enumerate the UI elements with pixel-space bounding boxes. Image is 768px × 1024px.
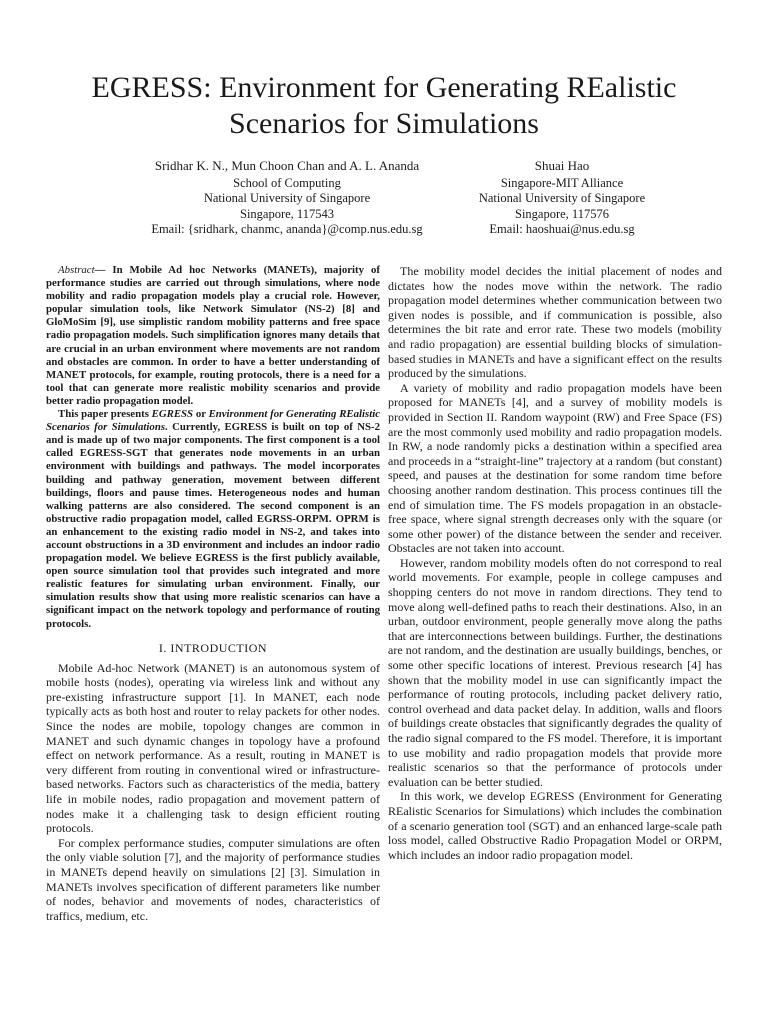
right-column <box>388 264 722 862</box>
body-paragraph: A variety of mobility and radio propagation models have been proposed for MANETs [4], and a survey of mobility models is provided in Section II. Random waypoint (RW) and Free Space (FS) are the most commonly used mobility and radio propagation models. In RW, a node randomly picks a destination within a specified area and proceeds in a “straight-line” trajectory at a random (but constant) speed, and pauses at the destination for some random time before choosing another random destination. This process continues till the end of simulation time. The FS models propagation in an obstacle-free space, where signal strength decreases only with the square (or some other power) of the distance between the sender and receiver. Obstacles are not taken into account. <box>388 380 722 556</box>
abstract-text-2c: or <box>195 408 206 421</box>
abstract-paragraph-2 <box>46 408 380 631</box>
body-paragraph: For complex performance studies, computer simulations are often the only viable solution [7], and the majority of performance studies in MANETs depend heavily on simulations [2] [3]. Simulation in MANETs involves specification of different parameters like number of nodes, behavior and movements of nodes, characteristics of traffics, medium, etc. <box>46 835 380 923</box>
abstract-text-2e: . Currently, EGRESS is built on top of NS-2 and is made up of two major components. The first component is a tool called EGRESS-SGT that generates node movements in an urban environment with buildings and pathways. The model incorporates building and pathway generation, movement between different buildings, floors and pause times. Heterogeneous nodes and human walking patterns are also considered. The second component is an obstructive radio propagation model, called EGRSS-ORPM. OPRM is an enhancement to the existing radio model in NS-2, and takes into account obstructions in a 3D environment and includes an indoor radio propagation model. We believe EGRESS is the first publicly available, open source simulation tool that provides such integrated and more realistic features for simulating urban environment. Finally, our simulation results show that using more realistic scenarios can have a significant impact on the network topology and performance of routing protocols. <box>46 421 380 630</box>
abstract-text-1: In Mobile Ad hoc Networks (MANETs), majority of performance studies are carried out through simulations, where node mobility and radio propagation models play a crucial role. However, popular simulation tools, like Network Simulator (NS-2) [8] and GloMoSim [9], use simplistic random mobility patterns and free space radio propagation models. Such simplification ignores many details that are crucial in an urban environment where movements are not random and obstacles are common. In order to have a better understanding of MANET protocols, for example, routing protocols, there is a need for a tool that can generate more realistic mobility scenarios and provide better radio propagation model. <box>46 264 380 407</box>
abstract-text-2b: EGRESS <box>151 408 194 421</box>
abstract <box>46 264 380 631</box>
body-paragraph: The mobility model decides the initial placement of nodes and dictates how the nodes move within the network. The radio propagation model determines whether communication between two given nodes is possible, and if communication is possible, also determines the bit rate and error rate. These two models (mobility and radio propagation) are essential building blocks of simulation-based studies in MANETs and have a significant effect on the results produced by the simulations. <box>388 264 722 381</box>
author-institution: National University of Singapore <box>203 191 371 206</box>
right-body-text <box>388 264 722 862</box>
abstract-label: Abstract <box>58 264 95 276</box>
author-address: Singapore, 117543 <box>240 206 334 221</box>
author-affiliation: Singapore-MIT Alliance <box>500 175 624 190</box>
section-heading-introduction: I. INTRODUCTION <box>158 640 268 655</box>
author-affiliation: School of Computing <box>233 175 341 190</box>
author-address: Singapore, 117576 <box>515 206 609 221</box>
body-paragraph: However, random mobility models often do not correspond to real world movements. For example, people in college campuses and shopping centers do not move in random directions. They tend to move along well-defined paths to reach their destinations. Also, in an urban, outdoor environment, people generally move along the paths that are interconnections between buildings. Further, the destinations are not random, and the destination are usually buildings, benches, or some other specific locations of interest. Previous research [4] has shown that the mobility model in use can significantly impact the performance of routing protocols, including packet delivery ratio, control overhead and data packet delay. In addition, walls and floors of buildings create obstacles that significantly degrades the quality of the radio signal compared to the FS model. Therefore, it is important to use mobility and radio propagation models that provide more realistic scenarios so that the performance of protocols under evaluation can be better studied. <box>388 555 722 789</box>
author-names: Shuai Hao <box>534 158 590 173</box>
author-institution: National University of Singapore <box>478 191 646 206</box>
left-body-text <box>46 661 380 924</box>
body-paragraph: Mobile Ad-hoc Network (MANET) is an autonomous system of mobile hosts (nodes), operating via wireless link and without any pre-existing infrastructure support [1]. In MANET, each node typically acts as both host and router to relay packets for other nodes. Since the nodes are mobile, topology changes are common in MANET and such dynamic changes in topology have a profound effect on network performance. As a result, routing in MANET is very different from routing in conventional wired or infrastructure-based networks. Factors such as characteristics of the media, battery life in mobile nodes, radio propagation and movement pattern of nodes make it a challenging task to design efficient routing protocols. <box>46 660 380 836</box>
author-email: Email: {sridhark, chanmc, ananda}@comp.nus.edu.sg <box>151 222 423 237</box>
author-block-1 <box>112 158 462 238</box>
body-paragraph: In this work, we develop EGRESS (Environment for Generating REalistic Scenarios for Simulations) which includes the combination of a scenario generation tool (SGT) and an enhanced large-scale path loss model, called Obstructive Radio Propagation Model or ORPM, which includes an indoor radio propagation model. <box>388 789 722 862</box>
abstract-text-2a: This paper presents <box>58 408 149 421</box>
abstract-paragraph-1: Abstract— In Mobile Ad hoc Networks (MANETs), majority of performance studies are carried out through simulations, where node mobility and radio propagation models play a crucial role. However, popular simulation tools, like Network Simulator (NS-2) [8] and GloMoSim [9], use simplistic random mobility patterns and free space radio propagation models. Such simplification ignores many details that are crucial in an urban environment where movements are not random and obstacles are common. In order to have a better understanding of MANET protocols, for example, routing protocols, there is a need for a tool that can generate more realistic mobility scenarios and provide better radio propagation model. <box>46 264 380 407</box>
author-email: Email: haoshuai@nus.edu.sg <box>489 222 635 237</box>
author-names: Sridhar K. N., Mun Choon Chan and A. L. Ananda <box>154 158 420 173</box>
abstract-text-2d: Environment for Generating REalistic Scenarios for Simulations <box>46 408 380 434</box>
paper-title: EGRESS: Environment for Generating REalistic Scenarios for Simulations <box>91 71 677 140</box>
author-block-2 <box>462 158 662 238</box>
left-column <box>46 264 380 923</box>
